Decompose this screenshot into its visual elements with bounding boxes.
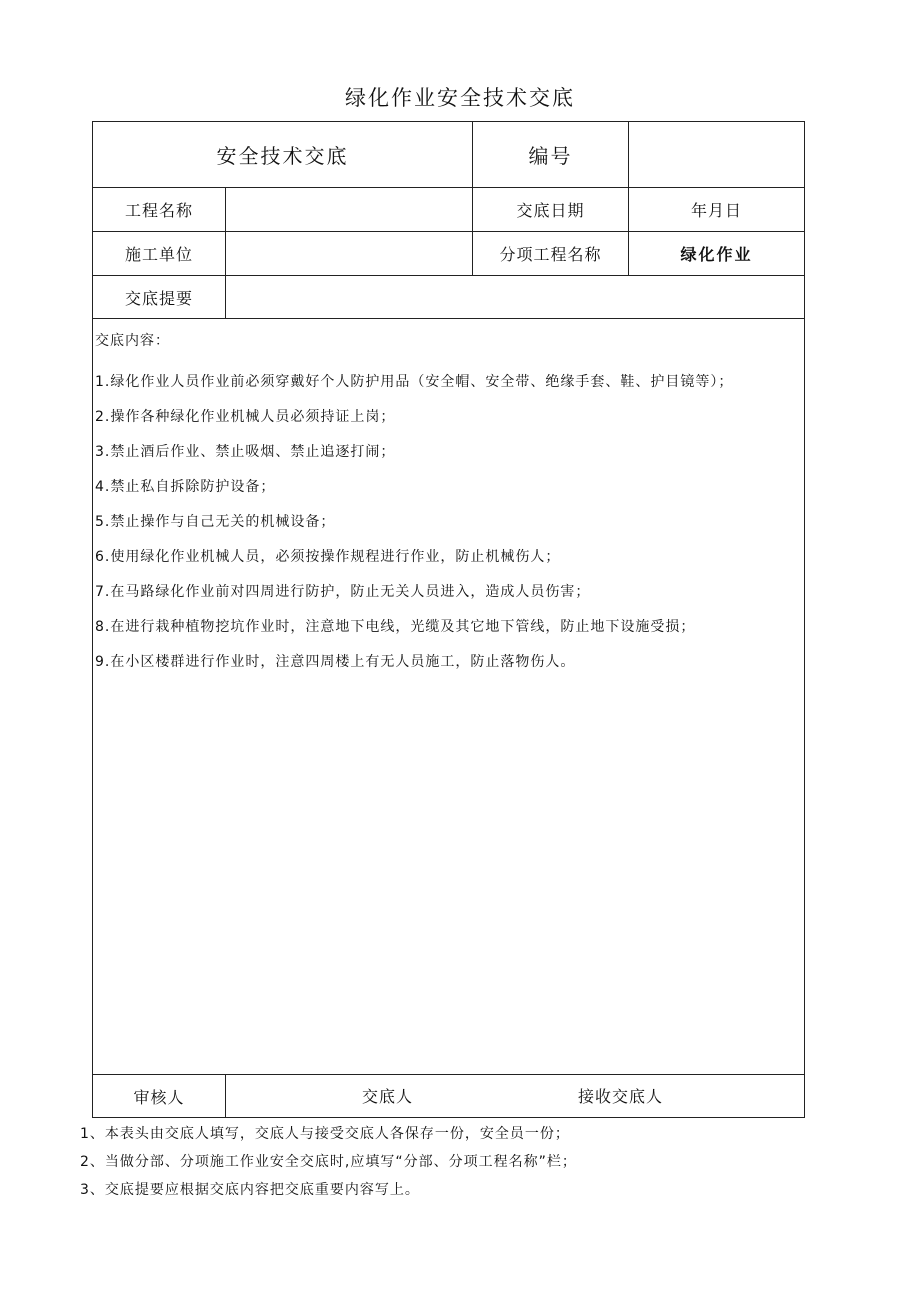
number-field[interactable] [629,122,804,188]
receiver-label: 接收交底人 [578,1087,664,1106]
content-item: 7.在马路绿化作业前对四周进行防护，防止无关人员进入，造成人员伤害； [95,584,591,600]
note-item: 3、交底提要应根据交底内容把交底重要内容写上。 [80,1182,420,1198]
signature-field[interactable] [226,1075,804,1118]
content-item: 9.在小区楼群进行作业时，注意四周楼上有无人员施工，防止落物伤人。 [95,654,576,670]
subproject-name-label: 分项工程名称 [473,232,629,276]
note-item: 2、当做分部、分项施工作业安全交底时,应填写“分部、分项工程名称”栏； [80,1154,577,1170]
content-item: 6.使用绿化作业机械人员，必须按操作规程进行作业，防止机械伤人； [95,549,561,565]
document-title: 绿化作业安全技术交底 [345,86,575,110]
disclosure-date-label: 交底日期 [473,188,629,232]
content-item: 4.禁止私自拆除防护设备； [95,479,276,495]
discloser-label: 交底人 [362,1087,414,1106]
reviewer-label: 审核人 [93,1075,226,1118]
disclosure-content [93,319,804,1075]
construction-unit-field[interactable] [226,232,473,276]
subproject-name-field[interactable]: 绿化作业 [629,232,804,276]
summary-field[interactable] [226,276,804,319]
content-item: 8.在进行栽种植物挖坑作业时，注意地下电线，光缆及其它地下管线，防止地下设施受损； [95,619,696,635]
number-label: 编号 [473,122,629,188]
project-name-label: 工程名称 [93,188,226,232]
disclosure-form [92,121,805,1118]
form-name-cell: 安全技术交底 [93,122,473,188]
form-notes [80,1120,577,1204]
content-item: 1.绿化作业人员作业前必须穿戴好个人防护用品（安全帽、安全带、绝缘手套、鞋、护目镜等）； [95,374,734,390]
note-item: 1、本表头由交底人填写，交底人与接受交底人各保存一份，安全员一份； [80,1126,570,1142]
disclosure-date-field[interactable]: 年月日 [629,188,804,232]
content-item: 2.操作各种绿化作业机械人员必须持证上岗； [95,409,396,425]
content-heading: 交底内容： [95,333,170,349]
summary-label: 交底提要 [93,276,226,319]
project-name-field[interactable] [226,188,473,232]
construction-unit-label: 施工单位 [93,232,226,276]
content-item: 5.禁止操作与自己无关的机械设备； [95,514,336,530]
content-item: 3.禁止酒后作业、禁止吸烟、禁止追逐打闹； [95,444,396,460]
